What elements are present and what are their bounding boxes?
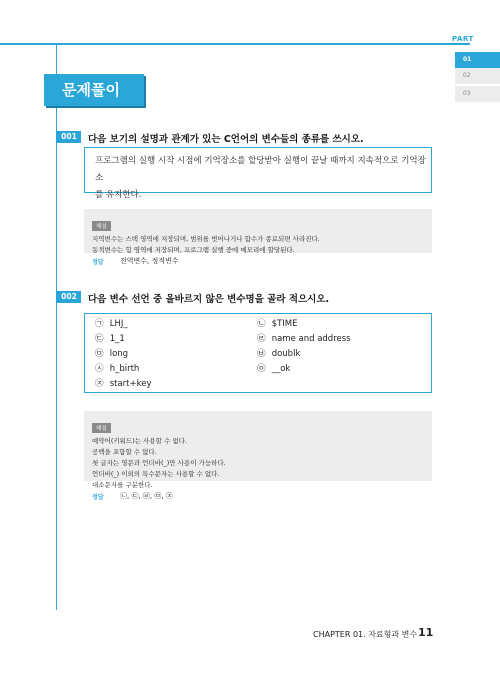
explanation-line: 지역변수는 스택 영역에 저장되며, 범위를 벗어나거나 함수가 종료되면 사라진다. (92, 235, 320, 243)
option-text: __ok (271, 364, 291, 374)
option-symbol: ㉤ (95, 349, 104, 359)
option-symbol: ㉡ (257, 319, 266, 329)
option-item (257, 362, 351, 377)
option-text: $TIME (271, 319, 298, 329)
option-item (95, 347, 152, 362)
explanation-line: 언더바(_) 이외의 특수문자는 사용할 수 없다. (92, 470, 220, 478)
answer-text: ㉡, ㉢, ㉣, ㉤, ㉨ (120, 492, 173, 500)
question-text: 다음 변수 선언 중 올바르지 않은 변수명을 골라 적으시오. (88, 294, 330, 305)
part-tab-01[interactable]: 01 (455, 52, 500, 68)
option-text: long (109, 349, 129, 359)
box-line: 프로그램의 실행 시작 시점에 기억장소를 할당받아 실행이 끝날 때까지 지속적으로 기억장소 (95, 156, 426, 183)
answer-text: 전역변수, 정적변수 (120, 257, 179, 265)
option-symbol: ㉥ (257, 349, 266, 359)
option-symbol: ㉣ (257, 334, 266, 344)
explanation-line: 첫 글자는 영문과 언더바(_)만 사용이 가능하다. (92, 459, 226, 467)
option-symbol: ㉢ (95, 334, 104, 344)
part-tab-02[interactable]: 02 (455, 68, 500, 84)
option-item (257, 332, 351, 347)
question-number: 002 (57, 291, 81, 303)
question-text: 다음 보기의 설명과 관계가 있는 C언어의 변수들의 종류를 쓰시오. (88, 134, 364, 145)
option-symbol: ㉧ (257, 364, 266, 374)
explanation-tag: 해설 (92, 423, 111, 433)
options-right-column (257, 317, 351, 377)
answer-label: 정답 (92, 494, 104, 501)
explanation-box (84, 411, 432, 489)
explanation-line: 대소문자를 구분한다. (92, 481, 153, 489)
option-item (95, 332, 152, 347)
option-text: doublk (271, 349, 301, 359)
option-text: name and address (271, 334, 351, 344)
chapter-footer: CHAPTER 01. 자료형과 변수 (313, 630, 418, 639)
option-item (95, 377, 152, 392)
option-item (257, 347, 351, 362)
option-symbol: ㉦ (95, 364, 104, 374)
section-title: 문제풀이 (44, 74, 144, 106)
option-item (95, 362, 152, 377)
option-item (257, 317, 351, 332)
option-text: 1_1 (109, 334, 125, 344)
question-box (84, 147, 432, 200)
explanation-box (84, 209, 432, 253)
options-left-column (95, 317, 152, 392)
page-number: 11 (418, 626, 434, 639)
option-text: start+key (109, 379, 152, 389)
explanation-line: 예약어(키워드)는 사용할 수 없다. (92, 437, 187, 445)
part-tab-03[interactable]: 03 (455, 86, 500, 102)
option-text: h_birth (109, 364, 140, 374)
explanation-line: 동적변수는 힙 영역에 저장되며, 프로그램 실행 중에 메모리에 할당된다. (92, 246, 295, 254)
answer-label: 정답 (92, 259, 104, 266)
question-number: 001 (57, 131, 81, 143)
option-symbol: ㉨ (95, 379, 104, 389)
option-symbol: ㉠ (95, 319, 104, 329)
option-text: LHJ_ (109, 319, 128, 329)
explanation-tag: 해설 (92, 221, 111, 231)
header-rule (0, 43, 470, 45)
explanation-line: 공백을 포함할 수 없다. (92, 448, 157, 456)
box-line: 를 유지한다. (95, 190, 142, 200)
options-box (84, 313, 432, 393)
option-item (95, 317, 152, 332)
margin-rule (56, 43, 57, 610)
part-label: PART (452, 35, 474, 43)
